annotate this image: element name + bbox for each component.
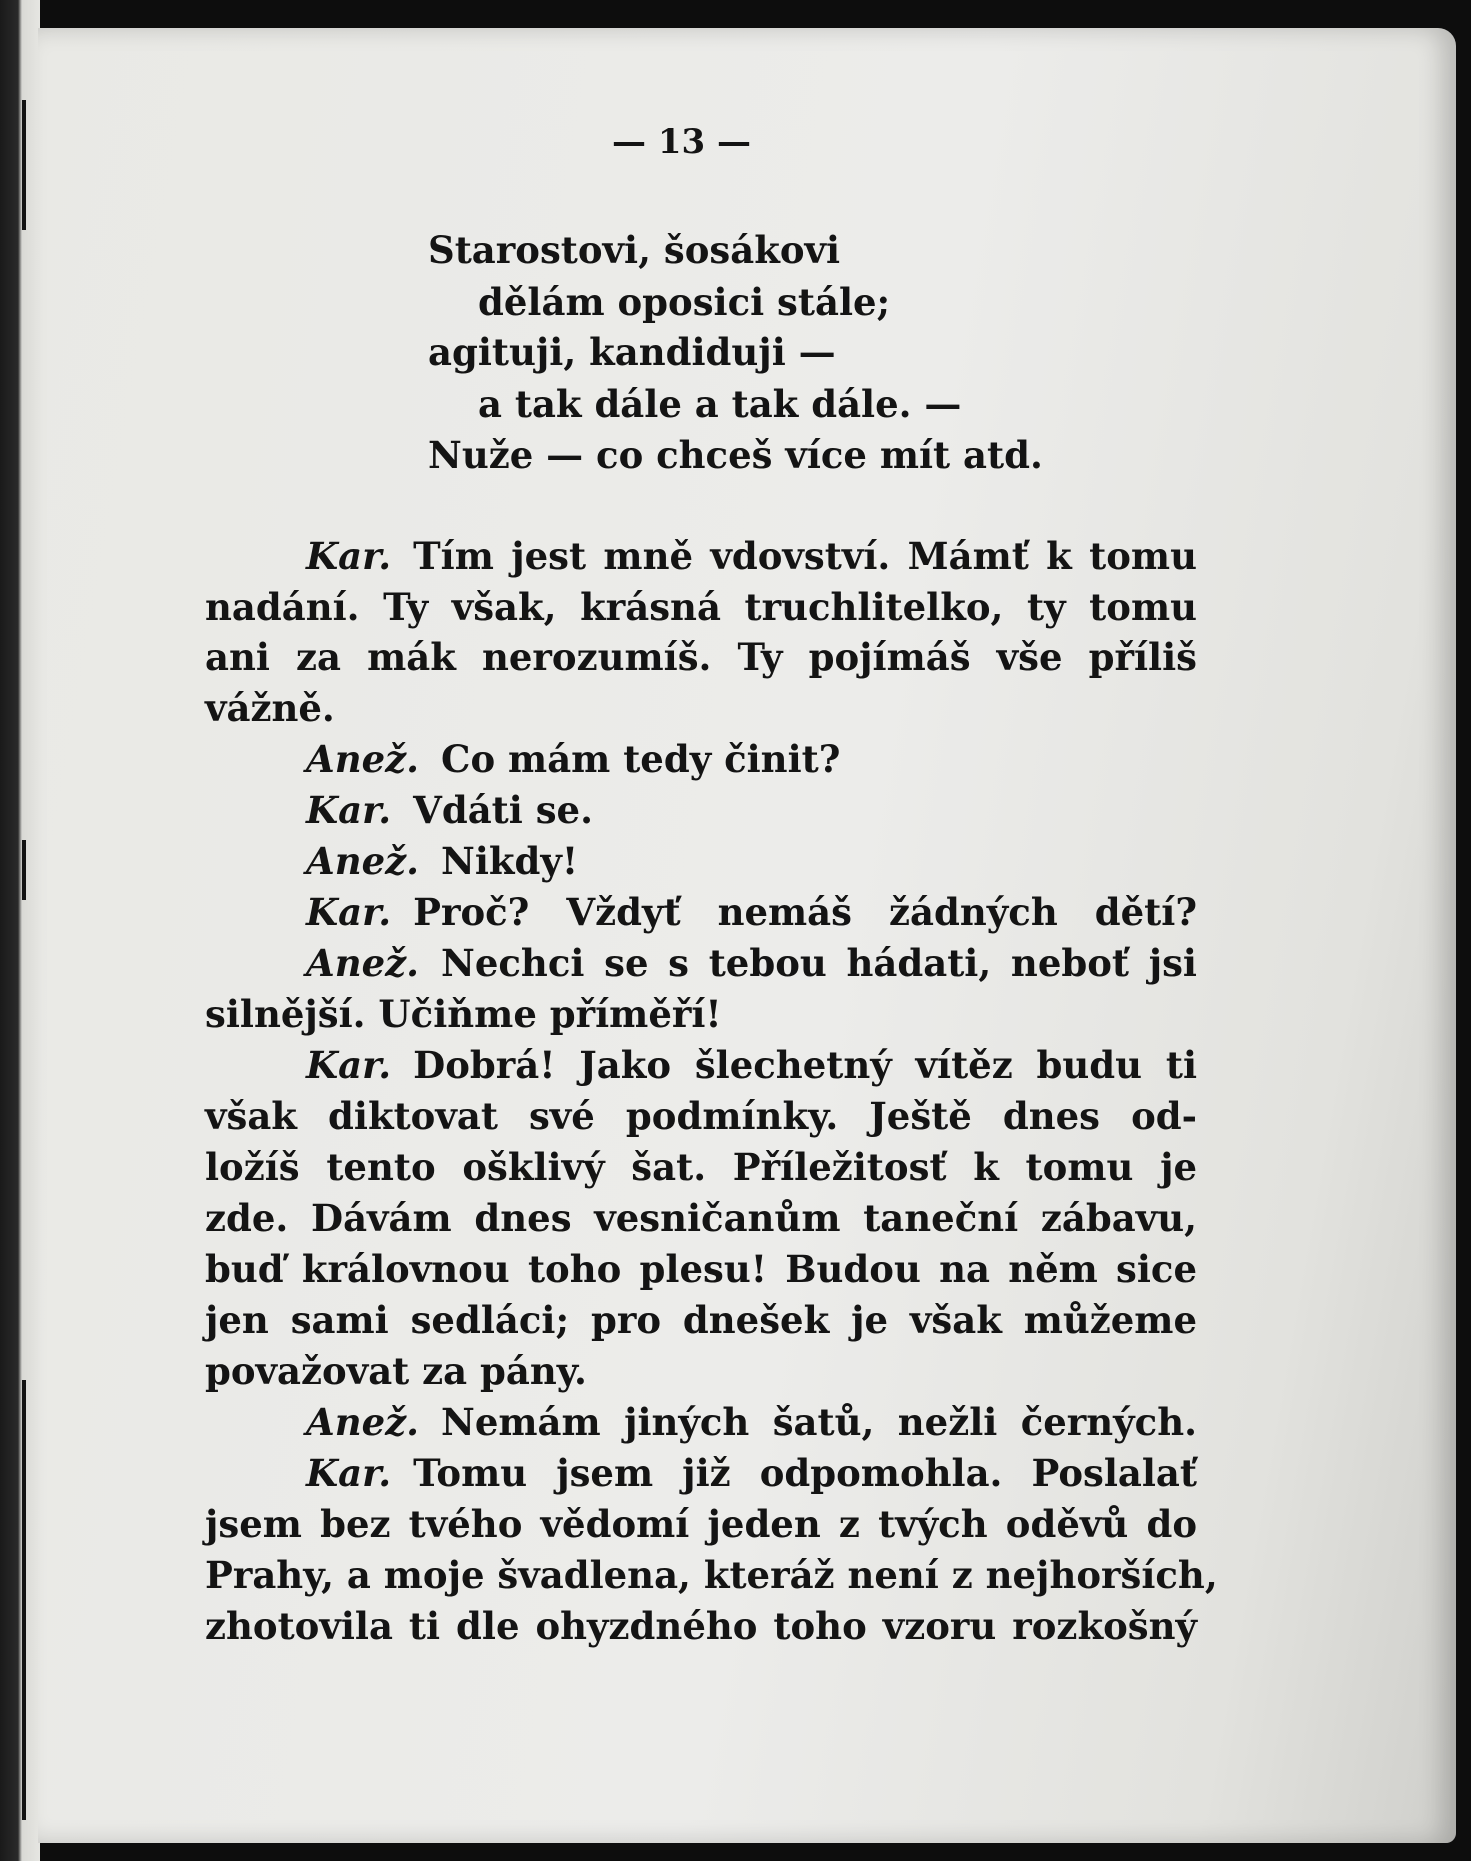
speaker-label: Kar. [306,534,392,578]
speaker-label: Kar. [306,1451,392,1495]
line-text: Nechci se s tebou hádati, neboť jsi [441,941,1197,985]
prose-line [205,1349,1197,1393]
binding-mark [22,1380,26,1820]
dialogue-line [306,737,1197,781]
line-text: ložíš tento ošklivý šat. Příležitosť k tomu je [205,1145,1197,1189]
line-text: zhotovila ti dle ohyzdného toho vzoru rozkošný [205,1604,1197,1648]
speaker-label: Kar. [306,890,392,934]
speaker-label: Anež. [306,1400,420,1444]
book-binding [0,0,40,1861]
line-text: Prahy, a moje švadlena, kteráž není z nejhorších, [205,1553,1218,1597]
line-text: jsem bez tvého vědomí jeden z tvých oděvů do [205,1502,1197,1546]
verse-line: dělám oposici stále; [478,280,891,324]
dialogue-line [306,890,1197,934]
line-text: Nemám jiných šatů, nežli černých. [441,1400,1197,1444]
dialogue-line [306,1451,1197,1495]
line-text: považovat za pány. [205,1349,587,1393]
speaker-label: Anež. [306,941,420,985]
speaker-label: Anež. [306,737,420,781]
binding-mark [22,840,26,900]
verse-line: a tak dále a tak dále. — [478,382,962,426]
dialogue-line [306,1043,1197,1087]
prose-line [205,1553,1218,1597]
dialogue-line [306,788,1197,832]
binding-mark [22,100,26,230]
dialogue-line [306,1400,1197,1444]
verse-line: agituji, kandiduji — [428,330,836,374]
page-number: — 13 — [612,122,751,162]
prose-line [205,1196,1197,1240]
line-text: Nikdy! [441,839,579,883]
prose-line [205,1145,1197,1189]
line-text: silnější. Učiňme příměří! [205,992,722,1036]
prose-line [205,1604,1197,1648]
prose-line [205,1298,1197,1342]
line-text: Proč? Vždyť nemáš žádných dětí? [413,890,1197,934]
line-text: jen sami sedláci; pro dnešek je však můžeme [205,1298,1197,1342]
dialogue-line [306,941,1197,985]
dialogue-line [306,839,1197,883]
verse-line: Starostovi, šosákovi [428,228,841,272]
line-text: Tomu jsem již odpomohla. Poslalať [413,1451,1197,1495]
line-text: ani za mák nerozumíš. Ty pojímáš vše příliš [205,635,1197,679]
dialogue-line [306,534,1197,578]
prose-line [205,686,1197,730]
line-text: Co mám tedy činit? [441,737,841,781]
speaker-label: Anež. [306,839,420,883]
prose-line [205,1094,1197,1138]
prose-line [205,1502,1197,1546]
prose-line [205,635,1197,679]
line-text: buď královnou toho plesu! Budou na něm sice [205,1247,1197,1291]
line-text: Vdáti se. [413,788,593,832]
line-text: zde. Dávám dnes vesničanům taneční zábavu, [205,1196,1197,1240]
speaker-label: Kar. [306,788,392,832]
prose-line [205,1247,1197,1291]
line-text: nadání. Ty však, krásná truchlitelko, ty tomu [205,585,1197,629]
line-text: vážně. [205,686,335,730]
line-text: Dobrá! Jako šlechetný vítěz budu ti [413,1043,1197,1087]
speaker-label: Kar. [306,1043,392,1087]
prose-line [205,992,1197,1036]
line-text: však diktovat své podmínky. Ještě dnes od- [205,1094,1197,1138]
line-text: Tím jest mně vdovství. Mámť k tomu [413,534,1197,578]
verse-line: Nuže — co chceš více mít atd. [428,433,1043,477]
prose-line [205,585,1197,629]
